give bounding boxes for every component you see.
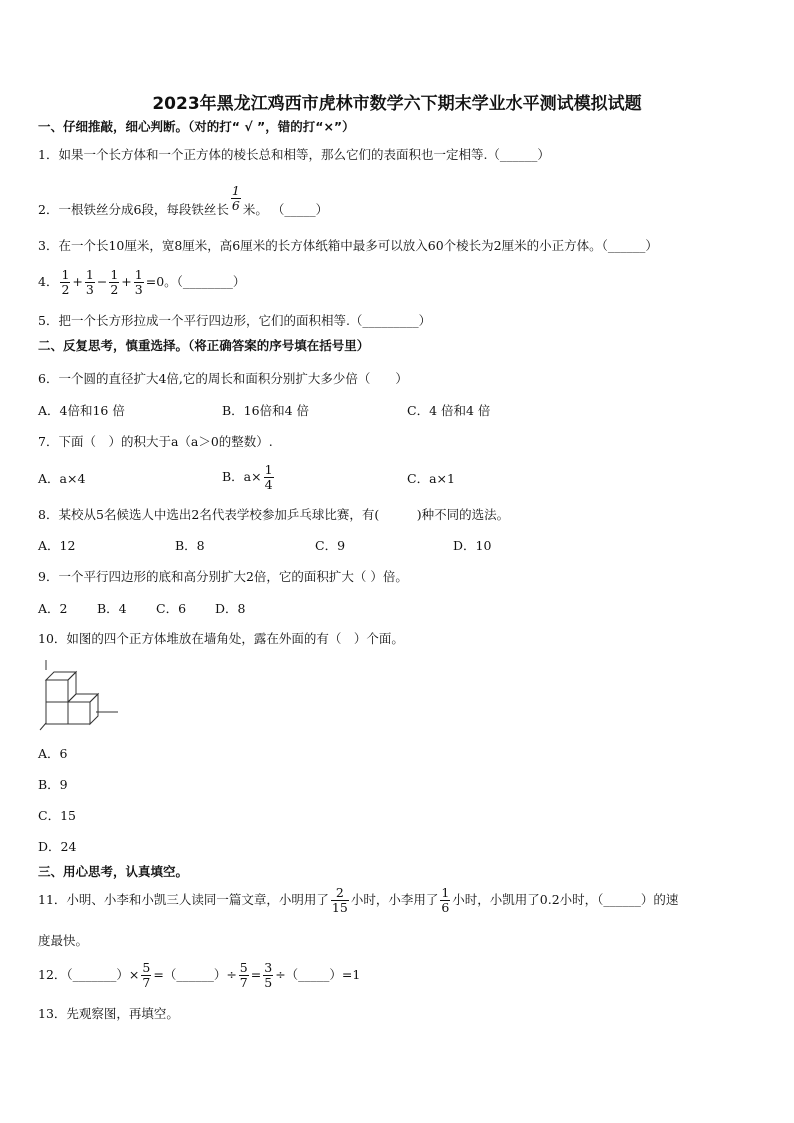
option-b: B．16倍和4 倍: [222, 403, 310, 418]
question-10: 10．如图的四个正方体堆放在墙角处，露在外面的有（ ）个面。: [38, 631, 404, 646]
numerator: 1: [264, 462, 273, 477]
denominator: 4: [264, 477, 273, 492]
option-c: C．4 倍和4 倍: [407, 403, 491, 418]
question-12-text: =: [250, 967, 262, 982]
numerator: 1: [110, 267, 119, 282]
page-title: 2023年黑龙江鸡西市虎林市数学六下期末学业水平测试模拟试题: [152, 94, 642, 114]
numerator: 1: [441, 885, 450, 900]
question-12-text: ÷（_____）=1: [275, 967, 361, 982]
section-heading-3: 三、用心思考，认真填空。: [38, 864, 189, 879]
question-12-text: =（______）÷: [153, 967, 237, 982]
option-c: C．a×1: [407, 471, 455, 486]
option-a: A．a×4: [38, 471, 86, 486]
option-c: C．15: [38, 808, 76, 823]
denominator: 2: [61, 282, 70, 297]
option-a: A．6: [38, 746, 68, 761]
fraction: [440, 886, 450, 915]
cube-stack-figure: [38, 660, 120, 732]
fraction: [239, 961, 249, 990]
question-11-text: 小时，小凯用了0.2小时，（______）的速: [452, 892, 679, 907]
denominator: 7: [239, 975, 248, 990]
question-9: 9．一个平行四边形的底和高分别扩大2倍，它的面积扩大（ ）倍。: [38, 569, 408, 584]
option-b: [222, 463, 276, 492]
numerator: 1: [134, 267, 143, 282]
question-11-continued: 度最快。: [38, 933, 89, 948]
denominator: 3: [85, 282, 94, 297]
question-2: [38, 183, 329, 225]
denominator: 3: [134, 282, 143, 297]
numerator: 1: [85, 267, 94, 282]
fraction: [264, 463, 274, 492]
fraction: [85, 268, 95, 297]
numerator: 5: [142, 960, 151, 975]
question-5: 5．把一个长方形拉成一个平行四边形，它们的面积相等.（_________）: [38, 313, 432, 328]
question-4: [38, 268, 245, 297]
question-11: [38, 886, 678, 915]
question-6: 6．一个圆的直径扩大4倍,它的周长和面积分别扩大多少倍（ ）: [38, 371, 408, 386]
option-a: A．4倍和16 倍: [38, 403, 125, 418]
question-3: 3．在一个长10厘米，宽8厘米，高6厘米的长方体纸箱中最多可以放入60个棱长为2厘米的小正方体。（______）: [38, 238, 658, 253]
operator: −: [96, 274, 108, 289]
operator: +: [121, 274, 132, 289]
question-11-text: 11．小明、小李和小凯三人读同一篇文章，小明用了: [38, 892, 329, 907]
fraction: [60, 268, 70, 297]
denominator: 6: [231, 198, 240, 213]
option-c: C．6: [156, 601, 187, 616]
numerator: 3: [264, 960, 273, 975]
operator: +: [72, 274, 83, 289]
fraction: [231, 184, 241, 213]
option-d: D．24: [38, 839, 77, 854]
option-c: C．9: [315, 538, 346, 553]
question-1: 1．如果一个长方体和一个正方体的棱长总和相等，那么它们的表面积也一定相等.（______）: [38, 147, 550, 162]
fraction: [331, 886, 349, 915]
section-heading-1: 一、仔细推敲，细心判断。（对的打“ √ ”，错的打“×”）: [38, 119, 355, 134]
option-b: B．9: [38, 777, 68, 792]
numerator: 5: [239, 960, 248, 975]
denominator: 2: [110, 282, 119, 297]
question-2-tail: 米。 （_____）: [242, 202, 329, 217]
denominator: 7: [142, 975, 151, 990]
question-12: [38, 961, 360, 990]
fraction: [134, 268, 144, 297]
question-number: 4．: [38, 274, 59, 289]
option-b: B．4: [97, 601, 127, 616]
question-8: 8．某校从5名候选人中选出2名代表学校参加乒乓球比赛，有( )种不同的选法。: [38, 507, 510, 522]
option-b: B．8: [175, 538, 205, 553]
numerator: 1: [231, 183, 240, 198]
denominator: 15: [331, 900, 348, 915]
denominator: 5: [264, 975, 273, 990]
option-d: D．8: [215, 601, 246, 616]
option-b-text: B．a×: [222, 469, 262, 484]
fraction: [109, 268, 119, 297]
option-d: D．10: [453, 538, 492, 553]
option-a: A．12: [38, 538, 76, 553]
question-7: 7．下面（ ）的积大于a（a＞0的整数）.: [38, 434, 273, 449]
section-heading-2: 二、反复思考，慎重选择。（将正确答案的序号填在括号里）: [38, 338, 370, 353]
option-a: A．2: [38, 601, 68, 616]
question-11-text: 小时，小李用了: [350, 892, 439, 907]
question-12-text: 12．（_______）×: [38, 967, 140, 982]
numerator: 2: [331, 886, 349, 901]
denominator: 6: [441, 900, 450, 915]
fraction: [263, 961, 273, 990]
fraction: [141, 961, 151, 990]
question-2-text: 2．一根铁丝分成6段，每段铁丝长: [38, 202, 229, 217]
question-4-tail: =0。（________）: [145, 274, 246, 289]
numerator: 1: [61, 267, 70, 282]
question-13: 13．先观察图，再填空。: [38, 1006, 179, 1021]
